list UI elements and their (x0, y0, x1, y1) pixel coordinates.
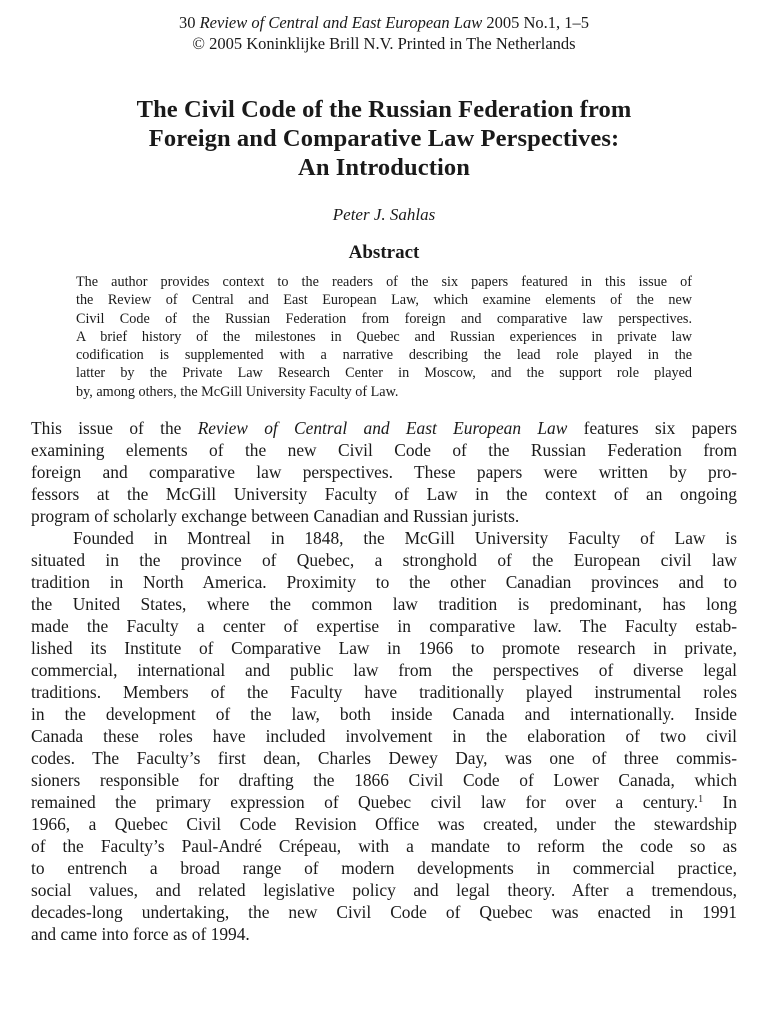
abstract-line: The author provides context to the readers of the six papers featured in this issue of (76, 274, 692, 290)
body-line: codes. The Faculty’s first dean, Charles Dewey Day, was one of three commis- (31, 748, 737, 769)
abstract-heading: Abstract (348, 242, 420, 263)
body-line: tradition in North America. Proximity to the other Canadian provinces and to (31, 572, 737, 593)
journal-name-inline: Review of Central and East European Law (197, 418, 568, 439)
body-line: Founded in Montreal in 1848, the McGill University Faculty of Law is (73, 528, 737, 549)
abstract-line: the Review of Central and East European Law, which examine elements of the new (76, 292, 692, 309)
body-line: program of scholarly exchange between Canadian and Russian jurists. (31, 506, 520, 527)
body-line: lished its Institute of Comparative Law in 1966 to promote research in private, (31, 638, 737, 659)
body-line: situated in the province of Quebec, a stronghold of the European civil law (31, 550, 737, 571)
body-text (31, 417, 737, 945)
body-line: to entrench a broad range of modern developments in commercial practice, (31, 858, 737, 879)
body-line: sioners responsible for drafting the 1866 Civil Code of Lower Canada, which (31, 770, 737, 791)
body-line: examining elements of the new Civil Code of the Russian Federation from (31, 440, 737, 461)
body-text-segment: In (703, 792, 737, 813)
title-line-2: Foreign and Comparative Law Perspectives: (148, 125, 620, 152)
journal-name: Review of Central and East European Law (199, 13, 483, 32)
body-line (31, 417, 737, 439)
page-number: 30 (178, 13, 200, 32)
footnote-marker[interactable]: 1 (698, 794, 704, 806)
body-line: commercial, international and public law from the perspectives of diverse legal (31, 660, 737, 681)
body-line: 1966, a Quebec Civil Code Revision Office was created, under the stewardship (31, 814, 737, 835)
article-title (31, 95, 737, 182)
copyright-line: © 2005 Koninklijke Brill N.V. Printed in The Netherlands (192, 34, 576, 53)
body-text-segment: features six papers (567, 418, 738, 439)
abstract-line: codification is supplemented with a narrative describing the lead role played in the (76, 347, 692, 364)
body-line: social values, and related legislative policy and legal theory. After a tremendous, (31, 880, 737, 901)
title-line-3: An Introduction (298, 154, 470, 181)
abstract-line: Civil Code of the Russian Federation from foreign and comparative law perspectives. (76, 310, 692, 327)
body-line: traditions. Members of the Faculty have traditionally played instrumental roles (31, 682, 737, 703)
author-name: Peter J. Sahlas (332, 205, 436, 224)
body-line: foreign and comparative law perspectives. These papers were written by pro- (31, 462, 737, 483)
body-text-segment: remained the primary expression of Quebec civil law for over a century. (31, 792, 699, 813)
body-line: in the development of the law, both inside Canada and internationally. Inside (31, 704, 737, 725)
body-line: of the Faculty’s Paul-André Crépeau, with a mandate to reform the code so as (31, 836, 737, 857)
paragraph-2 (31, 527, 737, 945)
body-line: Canada these roles have included involvement in the elaboration of two civil (31, 726, 737, 747)
issue-info: 2005 No.1, 1–5 (482, 13, 590, 32)
body-line (31, 791, 737, 813)
title-line-1: The Civil Code of the Russian Federation from (136, 96, 632, 123)
abstract-line: by, among others, the McGill University Faculty of Law. (76, 383, 399, 400)
body-line: decades-long undertaking, the new Civil Code of Quebec was enacted in 1991 (31, 902, 737, 923)
abstract-line: latter by the Private Law Research Center in Moscow, and the support role played (76, 365, 692, 382)
body-text-segment: This issue of the (31, 418, 198, 439)
body-line: fessors at the McGill University Faculty of Law in the context of an ongoing (31, 484, 737, 505)
body-line: and came into force as of 1994. (31, 924, 250, 945)
abstract-line: A brief history of the milestones in Quebec and Russian experiences in private law (76, 328, 692, 345)
paragraph-1 (31, 417, 737, 527)
abstract-text (76, 273, 692, 401)
running-head (31, 12, 737, 54)
body-line: made the Faculty a center of expertise in comparative law. The Faculty estab- (31, 616, 737, 637)
body-line: the United States, where the common law tradition is predominant, has long (31, 594, 737, 615)
citation-line (31, 12, 737, 33)
